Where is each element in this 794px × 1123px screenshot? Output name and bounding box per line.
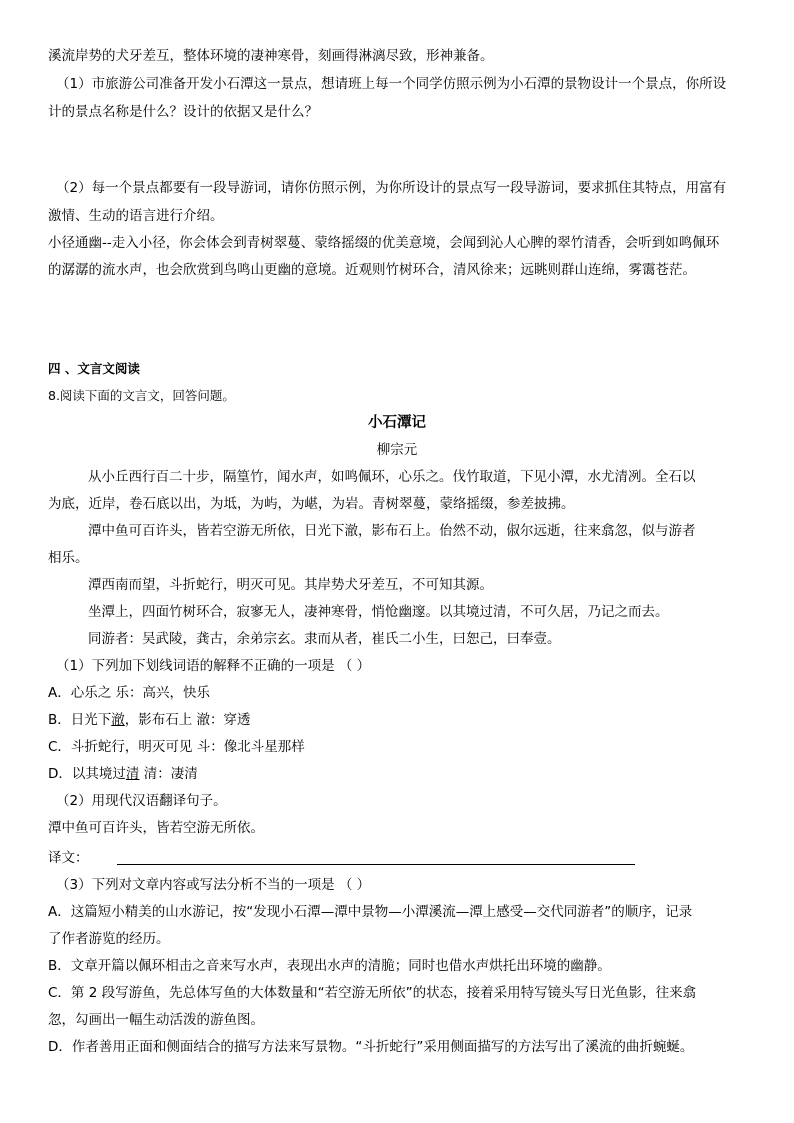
passage-line: 潭中鱼可百许头，皆若空游无所依，日光下澈，影布石上。佁然不动，俶尔远逝，往来翕忽，似与游者 (88, 523, 696, 539)
option-d: D．作者善用正面和侧面结合的描写方法来写景物。“斗折蛇行”采用侧面描写的方法写出了溪流的曲折蜿蜒。 (48, 1039, 694, 1055)
option-text: D．以其境过 (48, 766, 126, 782)
question-intro: 8.阅读下面的文言文，回答问题。 (48, 388, 235, 403)
passage-line: 相乐。 (48, 550, 89, 566)
option-a: A．这篇短小精美的山水游记，按“发现小石潭—潭中景物—小潭溪流—潭上感受—交代同游者”的顺序，记录 (48, 904, 693, 920)
option-a: 了作者游览的经历。 (48, 931, 170, 947)
underlined-word: 清 (125, 766, 140, 782)
question-2-line: （2）每一个景点都要有一段导游词，请你仿照示例，为你所设计的景点写一段导游词，要求抓住其特点，用富有 (56, 180, 727, 196)
option-text: 清：凄清 (139, 766, 198, 782)
passage-title: 小石潭记 (368, 415, 426, 431)
example-line: 的潺潺的流水声，也会欣赏到鸟鸣山更幽的意境。近观则竹树环合，清风徐来；远眺则群山连绵，雾霭苍茫。 (48, 262, 696, 278)
option-c: C．第 2 段写游鱼，先总体写鱼的大体数量和“若空游无所依”的状态，接着采用特写镜头写日光鱼影，往来翕 (48, 985, 697, 1001)
translation-label: 译文： (48, 850, 89, 866)
option-c: 忽，勾画出一幅生动活泼的游鱼图。 (48, 1012, 264, 1028)
passage-line: 同游者：吴武陵，龚古，余弟宗玄。隶而从者，崔氏二小生，曰恕己，曰奉壹。 (88, 631, 561, 647)
option-a: A．心乐之 乐：高兴，快乐 (48, 685, 211, 701)
subquestion-1: （1）下列加下划线词语的解释不正确的一项是 （ ） (56, 658, 371, 674)
passage-line: 坐潭上，四面竹树环合，寂寥无人，凄神寒骨，悄怆幽邃。以其境过清，不可久居，乃记之而去。 (88, 604, 669, 620)
question-1-line: 计的景点名称是什么？设计的依据又是什么？ (48, 104, 318, 120)
option-b: B．文章开篇以佩环相击之音来写水声，表现出水声的清脆；同时也借水声烘托出环境的幽静。 (48, 958, 611, 974)
option-text: B．日光下 (48, 712, 112, 728)
option-text: ，影布石上 澈：穿透 (124, 712, 251, 728)
option-d (48, 764, 198, 784)
passage-line: 从小丘西行百二十步，隔篁竹，闻水声，如鸣佩环，心乐之。伐竹取道，下见小潭，水尤清冽。全石以 (88, 469, 696, 485)
passage-line: 潭西南而望，斗折蛇行，明灭可见。其岸势犬牙差互，不可知其源。 (88, 577, 493, 593)
section-heading: 四 、文言文阅读 (48, 361, 140, 376)
text-line: 溪流岸势的犬牙差互，整体环境的凄神寒骨，刻画得淋漓尽致，形神兼备。 (48, 48, 494, 64)
option-c: C．斗折蛇行，明灭可见 斗：像北斗星那样 (48, 739, 305, 755)
option-b (48, 710, 251, 730)
question-1-line: （1）市旅游公司准备开发小石潭这一景点，想请班上每一个同学仿照示例为小石潭的景物设计一个景点，你所设 (56, 76, 727, 92)
underlined-word: 澈 (111, 712, 125, 728)
example-line: 小径通幽--走入小径，你会体会到青树翠蔓、蒙络摇缀的优美意境，会闻到沁人心脾的翠竹清香，会听到如鸣佩环 (48, 235, 720, 251)
translate-sentence: 潭中鱼可百许头，皆若空游无所依。 (48, 820, 264, 836)
passage-author: 柳宗元 (376, 442, 418, 458)
passage-line: 为底，近岸，卷石底以出，为坻，为屿，为嵁，为岩。青树翠蔓，蒙络摇缀，参差披拂。 (48, 496, 575, 512)
subquestion-2: （2）用现代汉语翻译句子。 (56, 793, 227, 809)
subquestion-3: （3）下列对文章内容或写法分析不当的一项是 （ ） (56, 877, 371, 893)
answer-blank-line (117, 864, 635, 865)
question-2-line: 激情、生动的语言进行介绍。 (48, 208, 224, 224)
